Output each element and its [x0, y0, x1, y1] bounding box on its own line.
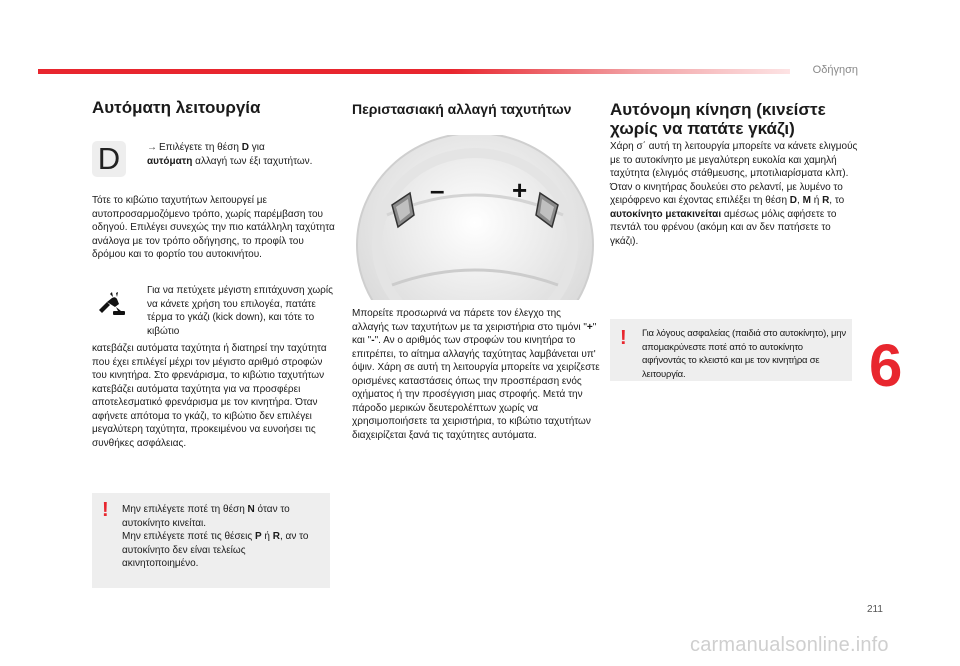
auto-mode-heading: Αυτόματη λειτουργία [92, 98, 261, 117]
watermark: carmanualsonline.info [690, 634, 889, 656]
warning-text: Μην επιλέγετε ποτέ τη θέση N όταν το αυτοκίνητο κινείται. Μην επιλέγετε ποτέ τις θέσεις P ή R, αν το αυτοκίνητο δεν είναι τελείως ακινητοποιημένο. [122, 504, 309, 569]
warning-box-gear-selection [92, 493, 330, 588]
warning-text: Για λόγους ασφαλείας (παιδιά στο αυτοκίνητο), μην απομακρύνεστε ποτέ από το αυτοκίνητο αφήνοντάς το κλειστό και με τον κινητήρα σε λειτουργία. [642, 328, 846, 380]
warning-box-safety [610, 319, 852, 381]
chapter-number: 6 [869, 332, 903, 399]
auto-mode-paragraph: Τότε το κιβώτιο ταχυτήτων λειτουργεί με αυτοπροσαρμοζόμενο τρόπο, χωρίς παρέμβαση του οδηγού. Επιλέγει συνεχώς την πιο κατάλληλη ταχύτητα ανάλογα με τον τρόπο οδήγησης, το προφίλ του δρόμου και το φορτίο του αυτοκινήτου. [92, 195, 335, 260]
manual-shift-paragraph: Μπορείτε προσωρινά να πάρετε τον έλεγχο της αλλαγής των ταχυτήτων με τα χειριστήρια στο τιμόνι "+" και "-". Αν ο αριθμός των στροφών του κινητήρα το επιτρέπει, το αίτημα αλλαγής ταχύτητας λαμβάνεται υπ' όψιν. Χάρη σε αυτή τη λειτουργία μπορείτε να χειρίζεστε ορισμένες καταστάσεις όπως την προσπέραση ενός οχήματος ή την προσέγγιση μιας στροφής. Μετά την πάροδο μερικών δευτερολέπτων χωρίς να χρησιμοποιήσετε τα χειριστήρια, το κιβώτιο ταχυτήτων διαχειρίζεται ξανά τις ταχύτητες αυτόματα. [352, 308, 600, 441]
page-number: 211 [867, 604, 883, 615]
warning-icon: ! [620, 327, 627, 349]
auto-mode-paragraph-continued: κατεβάζει αυτόματα ταχύτητα ή διατηρεί την ταχύτητα που έχει επιλέγεί μέχρι τον μέγιστο αριθμό στροφών του κινητήρα. Στο φρενάρισμα, το κιβώτιο ταχυτήτων κατεβάζει αυτόματα ταχύτητα για να προσφέρει αποτελεσματικό φρενάρισμα με τον κινητήρα. Όταν αφήνετε απότομα το γκάζι, το κιβώτιο δεν επιλέγει μεγαλύτερη ταχύτητα, προκειμένου να ευνοήσει τις συνθήκες ασφάλειας. [92, 343, 327, 449]
warning-icon: ! [102, 499, 109, 521]
section-title: Οδήγηση [812, 64, 858, 76]
plus-label: + [512, 175, 528, 205]
manual-shift-heading: Περιστασιακή αλλαγή ταχυτήτων [352, 101, 572, 117]
autonomous-movement-heading: Αυτόνομη κίνηση (κινείστε χωρίς να πατάτε γκάζι) [610, 100, 826, 138]
minus-label: – [430, 175, 445, 205]
kick-down-paragraph: Για να πετύχετε μέγιστη επιτάχυνση χωρίς να κάνετε χρήση του επιλογέα, πατάτε τέρμα το γκάζι (kick down), και τότε το κιβώτιο [147, 285, 333, 337]
mode-select-instruction: → Επιλέγετε τη θέση D για αυτόματη αλλαγή των έξι ταχυτήτων. [147, 142, 313, 167]
steering-wheel-paddles-illustration [352, 135, 598, 300]
kick-down-pedal-icon [96, 292, 126, 320]
gear-d-badge: D [92, 141, 126, 177]
header-accent-bar [38, 69, 790, 74]
arrow-right-icon: → [147, 142, 157, 153]
autonomous-movement-paragraph: Χάρη σ΄ αυτή τη λειτουργία μπορείτε να κάνετε ελιγμούς με το αυτοκίνητο με μεγαλύτερη ευκολία και χαμηλή ταχύτητα (ελιγμός στάθμευσης, μποτιλιαρίσματα κλπ). Όταν ο κινητήρας δουλεύει στο ρελαντί, με λυμένο το χειρόφρενο και έχοντας επιλέξει τη θέση D, M ή R, το αυτοκίνητο μετακινείται αμέσως μόλις αφήσετε το πεντάλ του φρένου (ακόμη και αν δεν πατήσετε το γκάζι). [610, 141, 858, 247]
